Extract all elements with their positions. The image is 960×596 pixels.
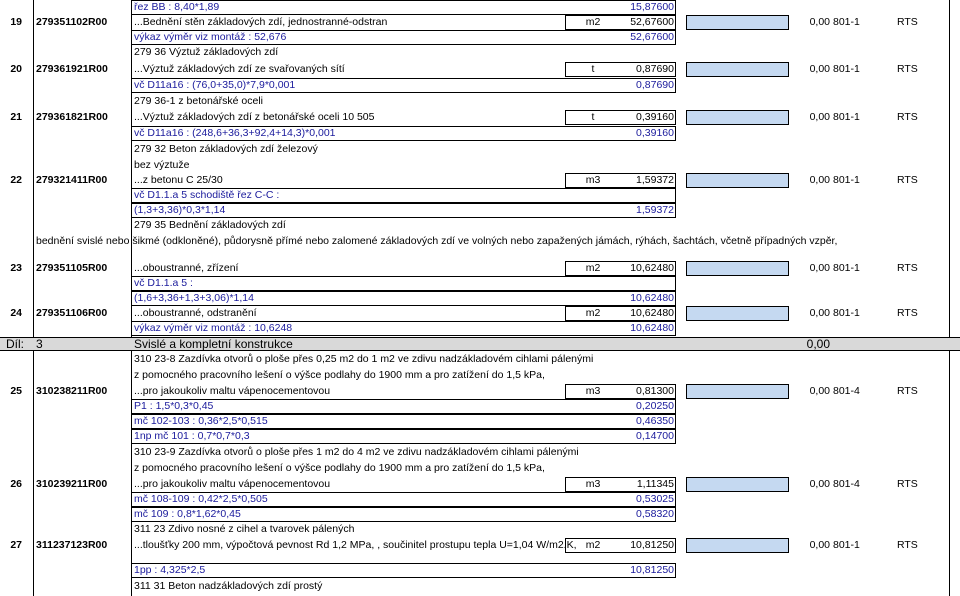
section-title: Svislé a kompletní konstrukce <box>134 337 293 351</box>
table-row-detail <box>0 579 960 594</box>
quantity: 0,53025 <box>636 493 674 505</box>
item-description: ...oboustranné, zřízení <box>134 262 239 274</box>
table-row-detail <box>0 352 960 367</box>
item-description: 310 23-9 Zazdívka otvorů o ploše přes 1 m2 do 4 m2 ve zdivu nadzákladovém cihlami pálenými <box>134 446 579 458</box>
table-row-detail <box>0 563 960 578</box>
item-description: 311 23 Zdivo nosné z cihel a tvarovek pálených <box>134 523 355 535</box>
price-list-code: 801-1 <box>833 539 860 551</box>
item-description: ...pro jakoukoliv maltu vápenocementovou <box>134 385 331 397</box>
source-label: RTS <box>897 16 918 28</box>
unit-price-cell[interactable] <box>686 62 789 77</box>
source-label: RTS <box>897 111 918 123</box>
quantity: 10,62480 <box>630 262 674 274</box>
table-row-item <box>0 261 960 276</box>
item-description: (1,6+3,36+1,3+3,06)*1,14 <box>134 292 254 304</box>
quantity: 10,62480 <box>630 307 674 319</box>
item-number: 20 <box>10 63 22 75</box>
unit: t <box>591 111 595 123</box>
table-row-detail <box>0 492 960 507</box>
unit: m3 <box>585 385 601 397</box>
table-row-item <box>0 538 960 553</box>
item-description: mč 109 : 0,8*1,62*0,45 <box>134 508 241 520</box>
unit-price-cell[interactable] <box>686 15 789 30</box>
price-list-code: 801-4 <box>833 478 860 490</box>
price-list-code: 801-1 <box>833 262 860 274</box>
item-description: ...Bednění stěn základových zdí, jednostranné-odstran <box>134 16 388 28</box>
item-code: 279361921R00 <box>36 63 108 75</box>
item-description: 1np mč 101 : 0,7*0,7*0,3 <box>134 430 250 442</box>
table-row-detail <box>0 368 960 383</box>
quantity: 0,14700 <box>636 430 674 442</box>
unit-price-cell[interactable] <box>686 110 789 125</box>
table-row-detail <box>0 126 960 141</box>
table-row-detail <box>0 218 960 233</box>
unit: m2 <box>585 539 601 551</box>
table-row-detail <box>0 78 960 93</box>
unit: m3 <box>585 174 601 186</box>
item-description: P1 : 1,5*0,3*0,45 <box>134 400 214 412</box>
unit: t <box>591 63 595 75</box>
total-price: 0,00 <box>809 111 830 123</box>
item-description: 279 35 Bednění základových zdí <box>134 219 286 231</box>
table-row-detail <box>0 461 960 476</box>
item-description: ...oboustranné, odstranění <box>134 307 257 319</box>
item-description: bednění svislé nebo šikmé (odkloněné), půdorysně přímé nebo zalomené základových zdí ve volných nebo zapažených jámách, rýhách, šachtách, včetně případných vzpěr, <box>36 235 838 247</box>
table-row-detail <box>0 399 960 414</box>
table-row-detail <box>0 203 960 218</box>
quantity: 52,67600 <box>630 31 674 43</box>
item-code: 279351106R00 <box>36 307 108 319</box>
table-row-detail <box>0 414 960 429</box>
item-code: 279361821R00 <box>36 111 108 123</box>
source-label: RTS <box>897 63 918 75</box>
unit: m2 <box>585 307 601 319</box>
item-number: 24 <box>10 307 22 319</box>
table-row-detail <box>0 321 960 336</box>
item-number: 27 <box>10 539 22 551</box>
item-description: (1,3+3,36)*0,3*1,14 <box>134 204 226 216</box>
table-row-item <box>0 110 960 125</box>
quantity: 0,81300 <box>636 385 674 397</box>
table-row-detail <box>0 429 960 444</box>
item-description: 311 31 Beton nadzákladových zdí prostý <box>134 580 323 592</box>
price-list-code: 801-4 <box>833 385 860 397</box>
quantity: 0,39160 <box>636 127 674 139</box>
price-list-code: 801-1 <box>833 111 860 123</box>
item-number: 26 <box>10 478 22 490</box>
quantity: 0,58320 <box>636 508 674 520</box>
item-description: z pomocného pracovního lešení o výšce podlahy do 1900 mm a pro zatížení do 1,5 kPa, <box>134 462 545 474</box>
total-price: 0,00 <box>809 63 830 75</box>
section-number: 3 <box>36 337 43 351</box>
price-list-code: 801-1 <box>833 16 860 28</box>
total-price: 0,00 <box>809 539 830 551</box>
quantity: 1,59372 <box>636 204 674 216</box>
section-label: Díl: <box>6 337 24 351</box>
quantity: 10,81250 <box>630 539 674 551</box>
quantity: 0,87690 <box>636 79 674 91</box>
quantity: 0,39160 <box>636 111 674 123</box>
item-number: 22 <box>10 174 22 186</box>
table-row-detail <box>0 291 960 306</box>
source-label: RTS <box>897 307 918 319</box>
table-row-detail <box>0 45 960 60</box>
table-row-detail <box>0 234 960 249</box>
unit: m3 <box>585 478 601 490</box>
item-number: 23 <box>10 262 22 274</box>
source-label: RTS <box>897 478 918 490</box>
item-description: ...z betonu C 25/30 <box>134 174 223 186</box>
table-row-detail <box>0 445 960 460</box>
table-row-item <box>0 62 960 77</box>
item-description: ...Výztuž základových zdí z betonářské oceli 10 505 <box>134 111 375 123</box>
item-description: mč 102-103 : 0,36*2,5*0,515 <box>134 415 268 427</box>
item-description: ...pro jakoukoliv maltu vápenocementovou <box>134 478 331 490</box>
total-price: 0,00 <box>809 307 830 319</box>
unit-price-cell[interactable] <box>686 261 789 276</box>
item-description: výkaz výměr viz montáž : 52,676 <box>134 31 287 43</box>
table-row-item <box>0 306 960 321</box>
item-code: 279321411R00 <box>36 174 108 186</box>
quantity: 10,81250 <box>630 564 674 576</box>
quantity: 1,59372 <box>636 174 674 186</box>
table-row-item <box>0 384 960 399</box>
quantity: 1,11345 <box>636 478 674 490</box>
table-row-detail <box>0 30 960 45</box>
quantity: 0,46350 <box>636 415 674 427</box>
unit-price-cell[interactable] <box>686 384 789 399</box>
item-number: 19 <box>10 16 22 28</box>
quantity: 10,62480 <box>630 292 674 304</box>
item-description: vč D11a16 : (248,6+36,3+92,4+14,3)*0,001 <box>134 127 336 139</box>
table-row-detail <box>0 142 960 157</box>
unit-price-cell[interactable] <box>686 477 789 492</box>
measure-box <box>131 276 676 291</box>
table-row-detail <box>0 158 960 173</box>
item-description: výkaz výměr viz montáž : 10,6248 <box>134 322 293 334</box>
table-row-detail <box>0 94 960 109</box>
unit-price-cell[interactable] <box>686 538 789 553</box>
section-header <box>0 337 960 351</box>
section-total: 0,00 <box>806 337 830 351</box>
quantity: 0,87690 <box>636 63 674 75</box>
item-description: 310 23-8 Zazdívka otvorů o ploše přes 0,25 m2 do 1 m2 ve zdivu nadzákladovém cihlami pálenými <box>134 353 594 365</box>
quantity: 15,87600 <box>630 1 674 13</box>
table-row-detail <box>0 188 960 203</box>
table-row-item <box>0 477 960 492</box>
item-code: 279351105R00 <box>36 262 108 274</box>
price-list-code: 801-1 <box>833 307 860 319</box>
quantity: 52,67600 <box>630 16 674 28</box>
price-list-code: 801-1 <box>833 63 860 75</box>
source-label: RTS <box>897 385 918 397</box>
item-description: řez BB : 8,40*1,89 <box>134 1 220 13</box>
unit-price-cell[interactable] <box>686 173 789 188</box>
item-code: 311237123R00 <box>36 539 108 551</box>
price-list-code: 801-1 <box>833 174 860 186</box>
item-description: vč D1.1.a 5 schodiště řez C-C : <box>134 189 280 201</box>
item-description: mč 108-109 : 0,42*2,5*0,505 <box>134 493 268 505</box>
item-description: bez výztuže <box>134 159 190 171</box>
measure-box <box>131 563 676 578</box>
total-price: 0,00 <box>809 16 830 28</box>
item-description: 279 32 Beton základových zdí železový <box>134 143 318 155</box>
table-row-detail <box>0 507 960 522</box>
item-number: 21 <box>10 111 22 123</box>
item-description: vč D1.1.a 5 : <box>134 277 193 289</box>
unit: m2 <box>585 262 601 274</box>
source-label: RTS <box>897 174 918 186</box>
total-price: 0,00 <box>809 174 830 186</box>
quantity: 10,62480 <box>630 322 674 334</box>
item-code: 310239211R00 <box>36 478 108 490</box>
item-description: 279 36 Výztuž základových zdí <box>134 46 279 58</box>
unit: m2 <box>585 16 601 28</box>
table-row-detail <box>0 276 960 291</box>
total-price: 0,00 <box>809 478 830 490</box>
source-label: RTS <box>897 262 918 274</box>
item-description: ...Výztuž základových zdí ze svařovaných sítí <box>134 63 345 75</box>
unit-price-cell[interactable] <box>686 306 789 321</box>
item-code: 310238211R00 <box>36 385 108 397</box>
quantity: 0,20250 <box>636 400 674 412</box>
total-price: 0,00 <box>809 385 830 397</box>
table-row-item <box>0 15 960 30</box>
item-description: ...tloušťky 200 mm, výpočtová pevnost Rd 1,2 MPa, , součinitel prostupu tepla U=1,04 W/m2.K, <box>134 539 577 551</box>
item-number: 25 <box>10 385 22 397</box>
source-label: RTS <box>897 539 918 551</box>
item-code: 279351102R00 <box>36 16 108 28</box>
table-row-item <box>0 173 960 188</box>
table-row-detail <box>0 0 960 15</box>
table-row-detail <box>0 522 960 537</box>
item-description: 279 36-1 z betonářské oceli <box>134 95 263 107</box>
item-description: vč D11a16 : (76,0+35,0)*7,9*0,001 <box>134 79 296 91</box>
item-description: z pomocného pracovního lešení o výšce podlahy do 1900 mm a pro zatížení do 1,5 kPa, <box>134 369 545 381</box>
item-description: 1pp : 4,325*2,5 <box>134 564 206 576</box>
total-price: 0,00 <box>809 262 830 274</box>
